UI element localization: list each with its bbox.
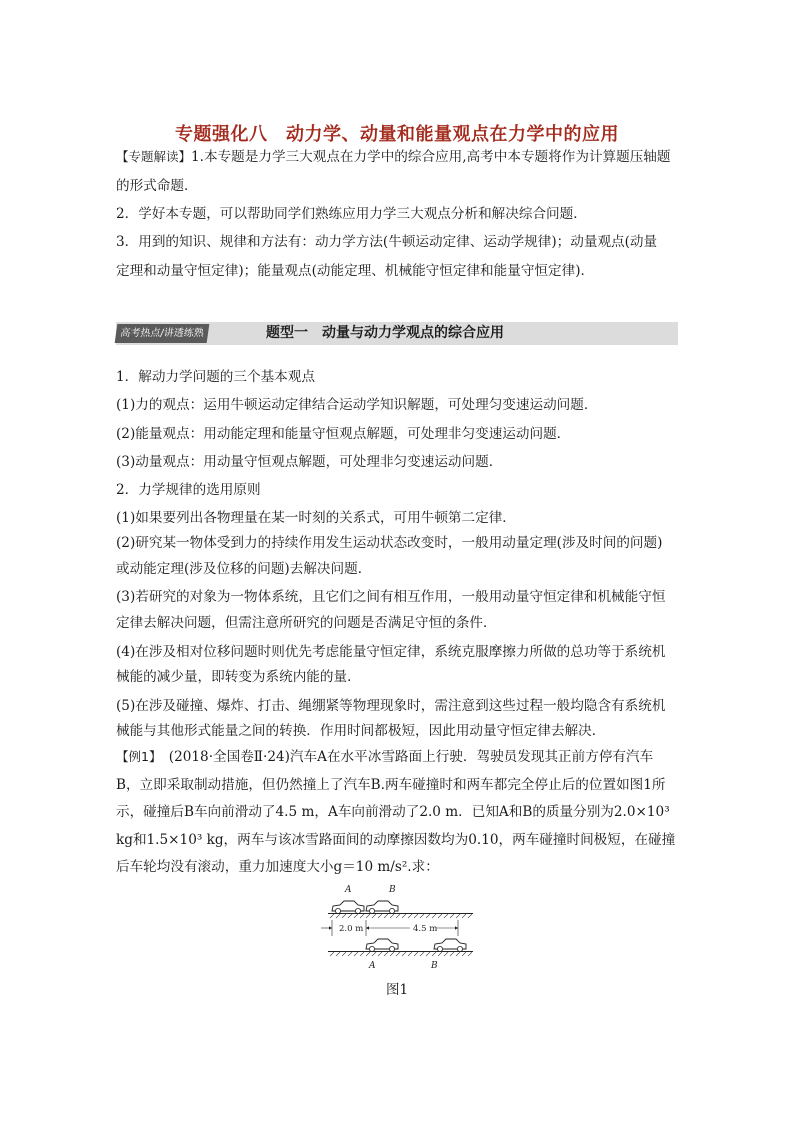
example-line-1	[116, 747, 682, 767]
dim-a-label: 2.0 m	[339, 924, 364, 934]
intro-tag: 【专题解读】	[116, 149, 192, 164]
intro-line-4: 3．用到的知识、规律和方法有：动力学方法(牛顿运动定律、运动学规律)；动量观点(动量	[116, 234, 658, 250]
body-line-8: 或动能定理(涉及位移的问题)去解决问题．	[116, 561, 372, 577]
intro-line-3: 2．学好本专题，可以帮助同学们熟练应用力学三大观点分析和解决综合问题．	[116, 206, 587, 222]
banner-tag: 高考热点/讲透练熟	[115, 324, 210, 343]
road-top	[328, 914, 473, 919]
body-line-9: (3)若研究的对象为一物体系统，且它们之间有相互作用，一般用动量守恒定律和机械能守恒	[116, 589, 666, 605]
body-line-13: (5)在涉及碰撞、爆炸、打击、绳绷紧等物理现象时，需注意到这些过程一般均隐含有系统机	[116, 698, 666, 714]
collision-figure	[318, 882, 478, 972]
car-b-top	[366, 901, 398, 914]
intro-line-1	[116, 147, 682, 167]
example-tag: 【例1】	[116, 749, 156, 764]
figure-caption: 图1	[385, 982, 409, 998]
body-line-14: 械能与其他形式能量之间的转换．作用时间都极短，因此用动量守恒定律去解决．	[116, 723, 606, 739]
body-line-2: (1)力的观点：运用牛顿运动定律结合运动学知识解题，可处理匀变速运动问题．	[116, 397, 598, 413]
label-a-bottom: A	[369, 961, 376, 971]
example-text-1: (2018·全国卷Ⅱ·24)汽车A在水平冰雪路面上行驶．驾驶员发现其正前方停有汽车	[168, 749, 654, 765]
car-a-bottom	[366, 939, 398, 952]
example-line-3: 示，碰撞后B车向前滑动了4.5 m，A车向前滑动了2.0 m．已知A和B的质量分别为2.0×10³	[116, 804, 670, 820]
intro-line-2: 的形式命题．	[116, 178, 198, 194]
example-line-4: kg和1.5×10³ kg，两车与该冰雪路面间的动摩擦因数均为0.10，两车碰撞时间极短，在碰撞	[116, 832, 676, 848]
body-line-3: (2)能量观点：用动能定理和能量守恒观点解题，可处理非匀变速运动问题．	[116, 426, 571, 442]
dim-b-label: 4.5 m	[413, 924, 438, 934]
body-line-11: (4)在涉及相对位移问题时则优先考虑能量守恒定律，系统克服摩擦力所做的总功等于系统机	[116, 644, 666, 660]
collision-diagram	[318, 882, 478, 972]
page-title: 专题强化八 动力学、动量和能量观点在力学中的应用	[175, 124, 619, 145]
label-a-top: A	[345, 885, 352, 895]
label-b-top: B	[389, 885, 396, 895]
car-b-bottom	[434, 939, 466, 952]
label-b-bottom: B	[431, 961, 438, 971]
section-banner	[116, 322, 678, 345]
example-line-2: B，立即采取制动措施，但仍然撞上了汽车B.两车碰撞时和两车都完全停止后的位置如图1所	[116, 777, 666, 793]
body-line-1: 1．解动力学问题的三个基本观点	[116, 369, 315, 385]
body-line-6: (1)如果要列出各物理量在某一时刻的关系式，可用牛顿第二定律．	[116, 510, 516, 526]
body-line-7: (2)研究某一物体受到力的持续作用发生运动状态改变时，一般用动量定理(涉及时间的问题)	[116, 535, 663, 551]
example-line-5: 后车轮均没有滚动，重力加速度大小g＝10 m/s².求：	[116, 859, 439, 875]
body-line-10: 定律去解决问题，但需注意所研究的问题是否满足守恒的条件．	[116, 615, 497, 631]
section-title: 题型一 动量与动力学观点的综合应用	[266, 325, 504, 341]
intro-text-1: 1.本专题是力学三大观点在力学中的综合应用,高考中本专题将作为计算题压轴题	[191, 149, 671, 165]
car-a-top	[332, 901, 364, 914]
body-line-4: (3)动量观点：用动量守恒观点解题，可处理非匀变速运动问题．	[116, 454, 503, 470]
road-bottom	[328, 952, 473, 957]
body-line-5: 2．力学规律的选用原则	[116, 482, 261, 498]
body-line-12: 械能的减少量，即转变为系统内能的量．	[116, 669, 361, 685]
intro-line-5: 定理和动量守恒定律)；能量观点(动能定理、机械能守恒定律和能量守恒定律)．	[116, 263, 595, 279]
